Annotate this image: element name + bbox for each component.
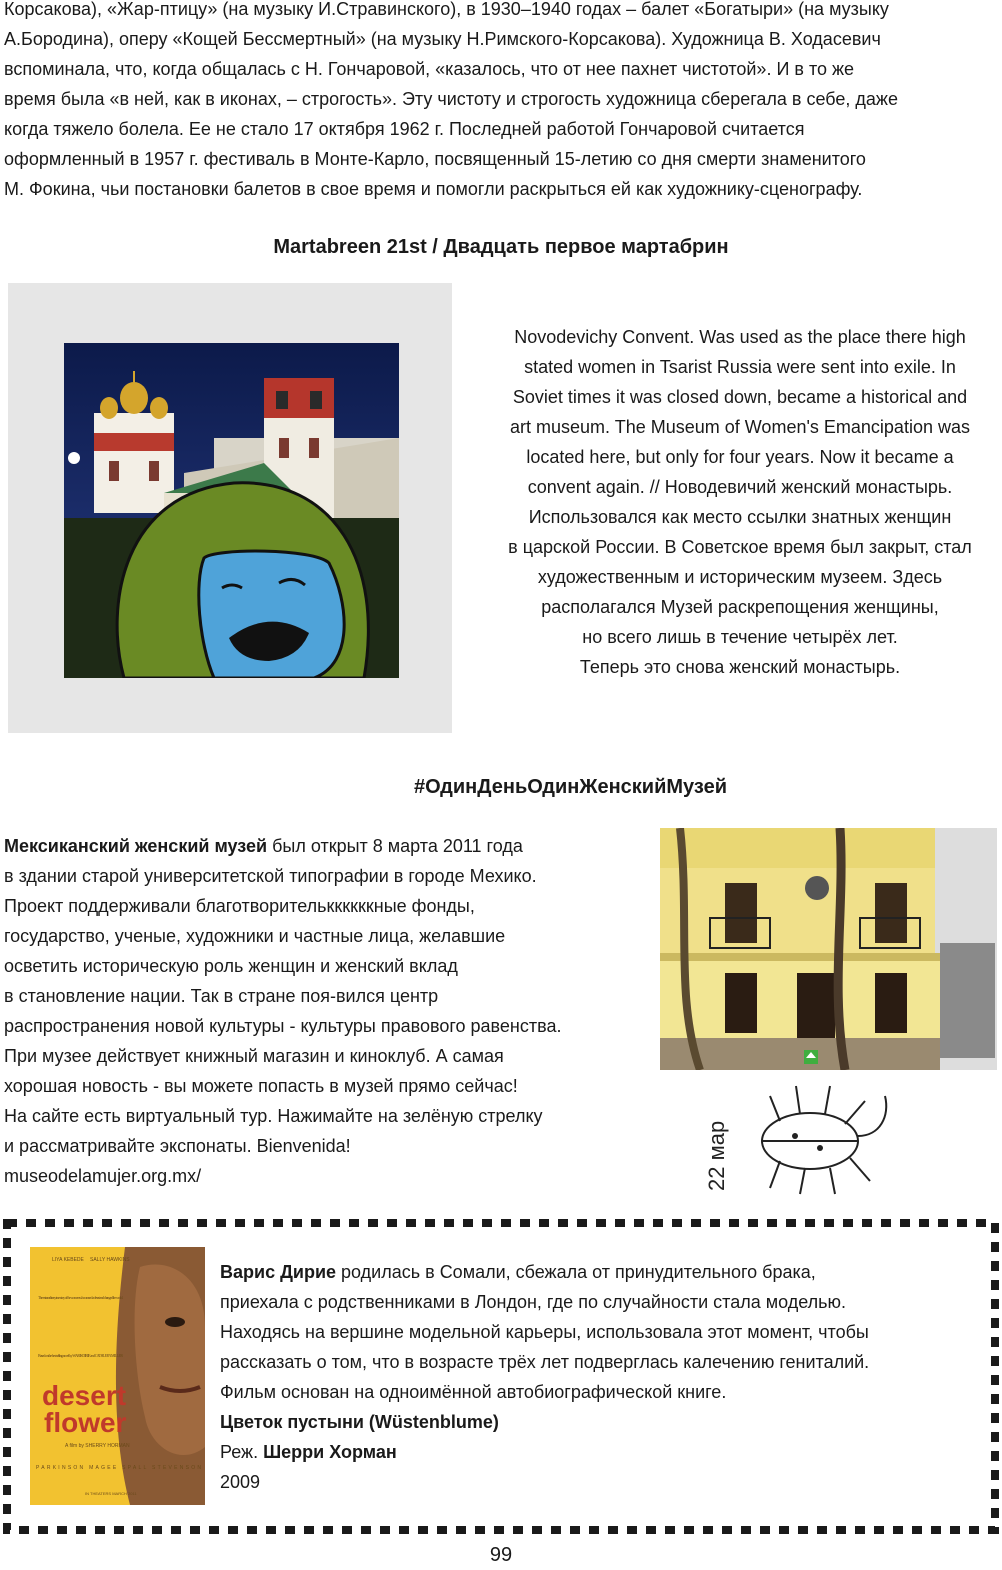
- museum-photo: [660, 828, 997, 1070]
- convent-photo: [64, 343, 399, 678]
- film-lead-line: [220, 1257, 1000, 1287]
- museum-line: в становление нации. Так в стране поя-вился центр: [4, 986, 439, 1006]
- intro-line: Корсакова), «Жар-птицу» (на музыку И.Стравинского), в 1930–1940 годах – балет «Богатыри» (на музыку: [4, 0, 889, 19]
- intro-line: вспоминала, что, когда общалась с Н. Гончаровой, «казалось, что от нее пахнет чистотой». И в то же: [4, 59, 855, 79]
- intro-line: время была «в ней, как в иконах, – строгость». Эту чистоту и строгость художница сберегала в себе, даже: [4, 89, 898, 109]
- convent-line: located here, but only for four years. Now it became a: [526, 447, 954, 467]
- museum-line: осветить историческую роль женщин и женский вклад: [4, 956, 458, 976]
- intro-line: М. Фокина, чьи постановки балетов в свое время и помогли раскрыться ей как художнику-сценографу.: [4, 179, 863, 199]
- martabreen-heading: Martabreen 21st / Двадцать первое мартабрин: [273, 236, 729, 258]
- poster-title-line2: flower: [44, 1407, 127, 1438]
- film-title: [220, 1407, 1000, 1437]
- poster-cast: PARKINSON MAGEE SPALL STEVENSON: [36, 1465, 202, 1471]
- film-director-line: [220, 1437, 1000, 1467]
- museum-line: Проект поддерживали благотворительккккккные фонды,: [4, 896, 475, 916]
- film-description: [220, 1257, 1000, 1497]
- poster-title-line1: desert: [42, 1380, 127, 1411]
- convent-line: Использовался как место ссылки знатных женщин: [528, 507, 952, 527]
- convent-line: располагался Музей раскрепощения женщины,: [541, 597, 939, 617]
- museum-lead-line: [4, 831, 654, 861]
- museum-line: государство, ученые, художники и частные лица, желавшие: [4, 926, 506, 946]
- film-lead-rest: родилась в Сомали, сбежала от принудительного брака,: [336, 1262, 816, 1282]
- intro-line: когда тяжело болела. Ее не стало 17 октября 1962 г. Последней работой Гончаровой считается: [4, 119, 805, 139]
- museum-name: Мексиканский женский музей: [4, 836, 268, 856]
- film-line: Находясь на вершине модельной карьеры, использовала этот момент, чтобы: [220, 1322, 869, 1342]
- intro-line: А.Бородина), оперу «Кощей Бессмертный» (на музыку Н.Римского-Корсакова). Художница В. Ходасевич: [4, 29, 881, 49]
- museum-line: хорошая новость - вы можете попасть в музей прямо сейчас!: [4, 1076, 518, 1096]
- poster-tagline: The extraordinary true story of the woman who crossed a desert and changed the world.: [38, 1295, 123, 1300]
- poster-film-by: A film by SHERRY HORMAN: [65, 1443, 130, 1449]
- museum-lead-rest: был открыт 8 марта 2011 года: [267, 836, 523, 856]
- museum-line: и рассматривайте экспонаты. Bienvenida!: [4, 1136, 351, 1156]
- page-number: 99: [489, 1544, 513, 1566]
- museum-line: На сайте есть виртуальный тур. Нажимайте на зелёную стрелку: [4, 1106, 543, 1126]
- intro-line: оформленный в 1957 г. фестиваль в Монте-Карло, посвященный 15-летию со дня смерти знаменитого: [4, 149, 866, 169]
- convent-line: Soviet times it was closed down, became a historical and: [512, 387, 968, 407]
- poster-release: IN THEATERS MARCH 2011: [85, 1491, 137, 1496]
- film-poster: [30, 1247, 205, 1505]
- museum-line: распространения новой культуры - культуры правового равенства.: [4, 1016, 562, 1036]
- stamp-date: 22 мар: [704, 1120, 729, 1191]
- film-year: 2009: [220, 1472, 261, 1492]
- convent-line: stated women in Tsarist Russia were sent into exile. In: [524, 357, 956, 377]
- convent-description: [478, 322, 1002, 682]
- convent-line: в царской России. В Советское время был закрыт, стал: [508, 537, 972, 557]
- director-prefix: Реж.: [220, 1442, 264, 1462]
- film-subject-name: Варис Дирие: [220, 1262, 337, 1282]
- film-line: Фильм основан на одноимённой автобиографической книге.: [220, 1382, 727, 1402]
- museum-line: При музее действует книжный магазин и киноклуб. А самая: [4, 1046, 504, 1066]
- intro-paragraph: [4, 0, 1000, 204]
- convent-line: art museum. The Museum of Women's Emancipation was: [510, 417, 970, 437]
- convent-line: художественным и историческим музеем. Здесь: [537, 567, 943, 587]
- convent-line: Novodevichy Convent. Was used as the place there high: [514, 327, 966, 347]
- film-title-text: Цветок пустыни (Wüstenblume): [220, 1412, 499, 1432]
- film-line: приехала с родственниками в Лондон, где по случайности стала моделью.: [220, 1292, 847, 1312]
- poster-based-on: Based on the bestselling novel by WARIS DIRIE and CATHLEEN MILLER: [38, 1353, 123, 1358]
- poster-actor-left: LIYA KEBEDE: [52, 1257, 84, 1263]
- convent-line: но всего лишь в течение четырёх лет.: [582, 627, 898, 647]
- museum-hashtag-heading: #ОдинДеньОдинЖенскийМузей: [414, 776, 727, 798]
- convent-line: Теперь это снова женский монастырь.: [579, 657, 901, 677]
- museum-description: [4, 831, 654, 1191]
- virus-stamp-illustration: [700, 1076, 900, 1196]
- museum-link[interactable]: museodelamujer.org.mx/: [4, 1166, 202, 1186]
- convent-line: convent again. // Новодевичий женский монастырь.: [527, 477, 953, 497]
- film-line: рассказать о том, что в возрасте трёх лет подверглась калечению гениталий.: [220, 1352, 870, 1372]
- museum-line: в здании старой университетской типографии в городе Мехико.: [4, 866, 537, 886]
- director-name: Шерри Хорман: [263, 1442, 397, 1462]
- poster-actor-right: SALLY HAWKINS: [90, 1257, 130, 1263]
